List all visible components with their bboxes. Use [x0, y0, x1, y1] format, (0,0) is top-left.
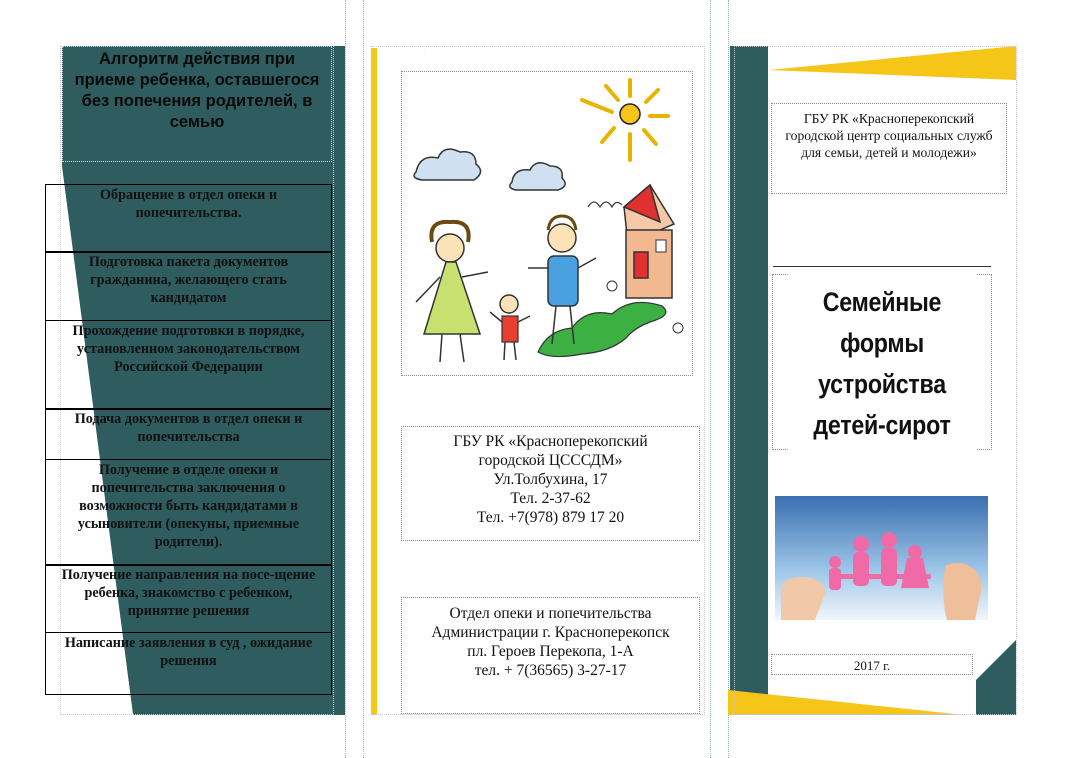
center-name-line1: ГБУ РК «Красноперекопский [453, 433, 648, 450]
center-phone-2: Тел. +7(978) 879 17 20 [476, 509, 625, 526]
paper-family-photo [775, 496, 988, 620]
algorithm-steps [45, 185, 332, 695]
family-drawing-image [402, 72, 692, 375]
guardianship-line2: Администрации г. Красноперекопск [431, 624, 670, 641]
panel1-title: Алгоритм действия при приеме ребенка, оставшегося без попечения родителей, в семью [62, 46, 332, 162]
title-divider [773, 266, 991, 267]
year-label: 2017 г. [771, 654, 973, 675]
contact-box-center [401, 426, 700, 541]
center-name-line2: городской ЦСССДМ» [478, 452, 623, 469]
step-2: Подготовка пакета документов гражданина, желающего стать кандидатом [45, 251, 332, 321]
center-address: Ул.Толбухина, 17 [493, 471, 608, 488]
step-7: Написание заявления в суд , ожидание решения [45, 632, 332, 695]
title-line-4: детей-сирот [813, 410, 951, 440]
guardianship-line1: Отдел опеки и попечительства [449, 605, 652, 622]
org-name-box: ГБУ РК «Красноперекопский городской центр социальных служб для семьи, детей и молодежи» [771, 103, 1007, 194]
step-5: Получение в отделе опеки и попечительства заключения о возможности быть кандидатами в усыновители (опекуны, приемные родители). [45, 459, 332, 566]
guardianship-address: пл. Героев Перекопа, 1-А [467, 643, 634, 660]
step-6: Получение направления на посе-щение ребенка, знакомство с ребенком, принятие решения [45, 564, 332, 633]
title-line-2: формы [840, 328, 924, 358]
step-3: Прохождение подготовки в порядке, установленном законодательством Российской Федерации [45, 320, 332, 410]
step-4: Подача документов в отдел опеки и попечительства [45, 408, 332, 460]
contact-box-guardianship [401, 597, 700, 714]
title-line-1: Семейные [822, 287, 942, 317]
brochure-title [787, 274, 976, 458]
step-1: Обращение в отдел опеки и попечительства. [45, 184, 332, 253]
guardianship-phone: тел. + 7(36565) 3-27-17 [474, 662, 627, 679]
title-line-3: устройства [818, 369, 946, 399]
center-phone-1: Тел. 2-37-62 [510, 490, 591, 507]
